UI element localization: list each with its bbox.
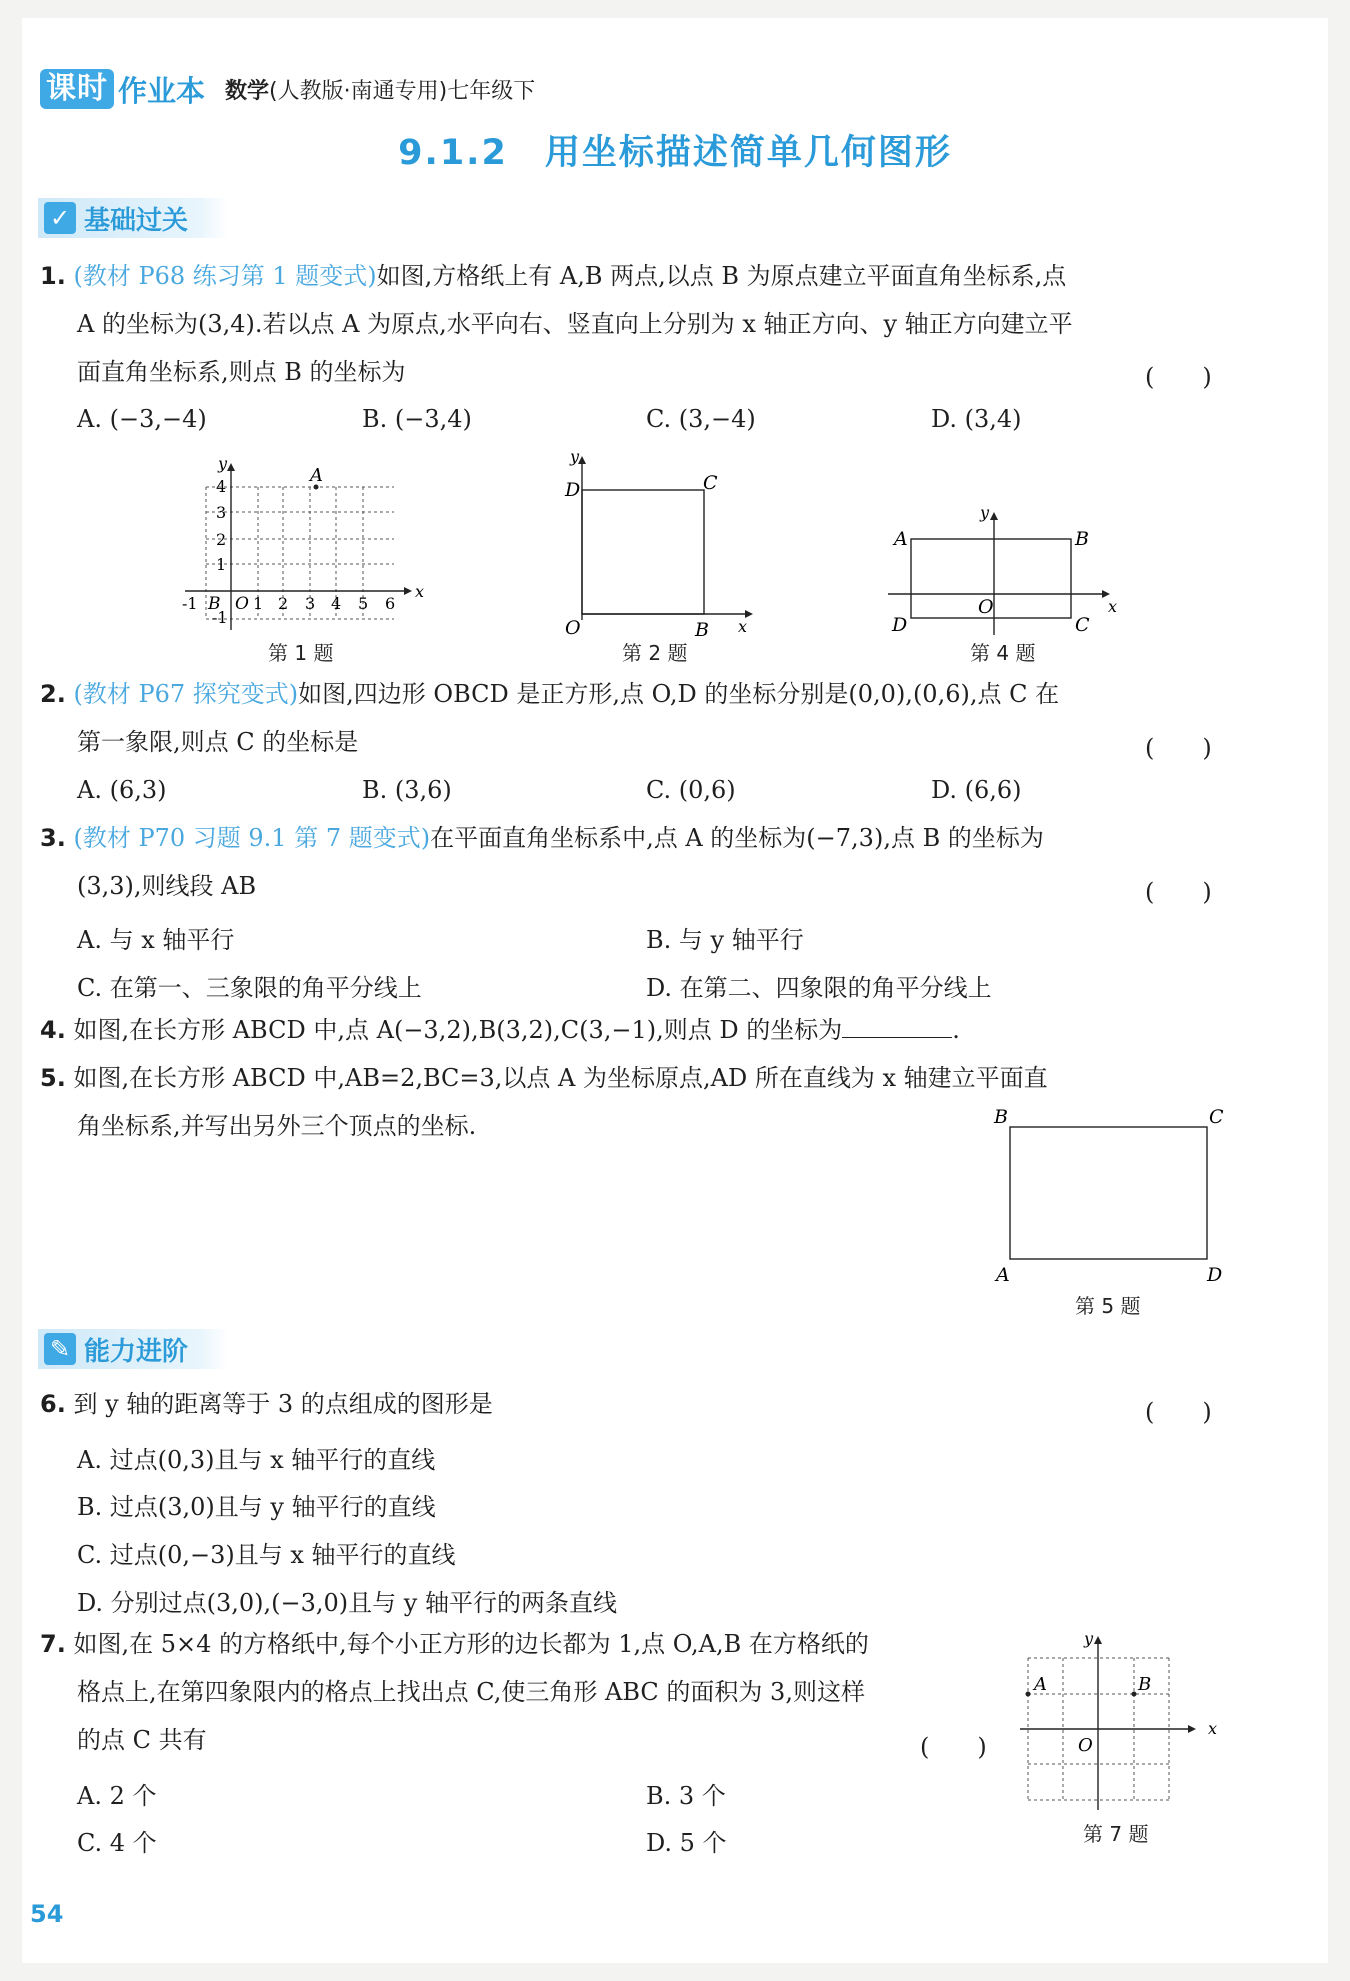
fig1-point-a: A — [310, 465, 323, 486]
fig1-ytick: 1 — [216, 555, 227, 574]
q7-option-a[interactable]: A. 2 个 — [77, 1782, 157, 1810]
q2-option-c[interactable]: C. (0,6) — [646, 776, 736, 804]
svg-text:y: y — [570, 450, 580, 466]
svg-text:x: x — [738, 617, 748, 636]
fig4-point-b: B — [1075, 528, 1089, 550]
fig1-point-b: B — [208, 594, 221, 614]
question-3: 3. (教材 P70 习题 9.1 第 7 题变式)在平面直角坐标系中,点 A 的坐标为(−7,3),点 B 的坐标为 (3,3),则线段 AB — [40, 824, 1044, 900]
q6-option-c[interactable]: C. 过点(0,−3)且与 x 轴平行的直线 — [77, 1541, 456, 1569]
brand-logo-box: 课时 — [40, 69, 114, 109]
q3-option-d[interactable]: D. 在第二、四象限的角平分线上 — [646, 974, 992, 1002]
question-2: 2. (教材 P67 探究变式)如图,四边形 OBCD 是正方形,点 O,D 的坐标分别是(0,0),(0,6),点 C 在 第一象限,则点 C 的坐标是 — [40, 680, 1060, 756]
q2-option-a[interactable]: A. (6,3) — [77, 776, 167, 804]
figure-4 — [880, 500, 1130, 640]
fig4-point-c: C — [1075, 614, 1090, 636]
fig1-ytick: 2 — [216, 530, 227, 549]
fig7-point-a: A — [1034, 1674, 1047, 1695]
fig2-point-b: B — [695, 619, 709, 640]
fig1-x-label: x — [415, 582, 425, 601]
fig4-point-a: A — [894, 528, 908, 550]
question-5: 5. 如图,在长方形 ABCD 中,AB=2,BC=3,以点 A 为坐标原点,AD 所在直线为 x 轴建立平面直 角坐标系,并写出另外三个顶点的坐标. — [40, 1064, 1048, 1140]
answer-blank-4[interactable] — [842, 1015, 952, 1038]
svg-text:y: y — [1084, 1630, 1094, 1648]
section-basic: ✓ 基础过关 — [38, 197, 228, 239]
svg-text:x: x — [1108, 597, 1118, 616]
fig4-point-d: D — [892, 614, 908, 636]
fig7-origin: O — [1078, 1735, 1093, 1756]
fig4-origin: O — [978, 596, 994, 618]
caption-fig4: 第 4 题 — [970, 641, 1036, 665]
fig7-point-b: B — [1138, 1674, 1152, 1695]
fig1-xtick: 2 — [278, 594, 289, 613]
caption-fig1: 第 1 题 — [268, 641, 334, 665]
brand-logo-text: 作业本 — [118, 73, 206, 108]
fig5-point-d: D — [1207, 1264, 1223, 1285]
q3-option-b[interactable]: B. 与 y 轴平行 — [646, 926, 804, 954]
fig5-point-c: C — [1209, 1106, 1224, 1128]
fig1-xtick: 3 — [305, 594, 316, 613]
fig1-ytick: -1 — [212, 608, 228, 627]
fig2-origin: O — [565, 617, 581, 639]
fig1-xtick: 1 — [253, 594, 264, 613]
fig1-xtick: 6 — [385, 594, 396, 613]
svg-text:x: x — [1208, 1719, 1218, 1738]
page-title: 9.1.2 用坐标描述简单几何图形 — [398, 133, 952, 173]
answer-paren-2[interactable]: ( ) — [1145, 734, 1212, 762]
answer-paren-3[interactable]: ( ) — [1145, 878, 1212, 906]
q1-option-d[interactable]: D. (3,4) — [931, 405, 1022, 433]
caption-fig5: 第 5 题 — [1075, 1294, 1141, 1318]
answer-paren-6[interactable]: ( ) — [1145, 1398, 1212, 1426]
q7-option-c[interactable]: C. 4 个 — [77, 1829, 157, 1857]
q6-option-d[interactable]: D. 分别过点(3,0),(−3,0)且与 y 轴平行的两条直线 — [77, 1589, 617, 1617]
page-number: 54 — [30, 1900, 64, 1928]
caption-fig7: 第 7 题 — [1083, 1822, 1149, 1846]
book-subject: 数学(人教版·南通专用)七年级下 — [225, 78, 536, 104]
fig1-ytick: 3 — [216, 503, 227, 522]
section-advanced: ✎ 能力进阶 — [38, 1328, 228, 1370]
fig2-point-c: C — [703, 472, 718, 494]
answer-paren-1[interactable]: ( ) — [1145, 363, 1212, 391]
caption-fig2: 第 2 题 — [622, 641, 688, 665]
q7-option-d[interactable]: D. 5 个 — [646, 1829, 727, 1857]
question-6: 6. 到 y 轴的距离等于 3 的点组成的图形是 — [40, 1390, 493, 1418]
q2-option-b[interactable]: B. (3,6) — [362, 776, 452, 804]
q7-option-b[interactable]: B. 3 个 — [646, 1782, 726, 1810]
fig1-origin: O — [235, 594, 249, 614]
header — [40, 68, 535, 110]
check-icon: ✓ — [44, 202, 76, 234]
q1-option-a[interactable]: A. (−3,−4) — [77, 405, 207, 433]
fig2-point-d: D — [565, 479, 581, 501]
fig1-xtick: 5 — [358, 594, 369, 613]
svg-text:y: y — [980, 503, 990, 522]
fig1-y-label: y — [218, 455, 228, 473]
q1-option-b[interactable]: B. (−3,4) — [362, 405, 472, 433]
figure-2 — [555, 450, 765, 640]
q3-option-c[interactable]: C. 在第一、三象限的角平分线上 — [77, 974, 422, 1002]
question-4: 4. 如图,在长方形 ABCD 中,点 A(−3,2),B(3,2),C(3,−1),则点 D 的坐标为 . — [40, 1016, 960, 1044]
q1-option-c[interactable]: C. (3,−4) — [646, 405, 756, 433]
edit-icon: ✎ — [44, 1333, 76, 1365]
figure-5 — [990, 1105, 1235, 1285]
fig5-point-a: A — [996, 1264, 1010, 1285]
fig1-xtick: -1 — [182, 594, 198, 613]
q6-option-b[interactable]: B. 过点(3,0)且与 y 轴平行的直线 — [77, 1493, 436, 1521]
question-1: 1. (教材 P68 练习第 1 题变式)如图,方格纸上有 A,B 两点,以点 B 为原点建立平面直角坐标系,点 A 的坐标为(3,4).若以点 A 为原点,水平向右、竖直向上分别为 x 轴正方向、y 轴正方向建立平 面直角坐标系,则点 B 的坐标为 — [40, 262, 1073, 386]
q2-option-d[interactable]: D. (6,6) — [931, 776, 1022, 804]
answer-paren-7[interactable]: ( ) — [920, 1733, 987, 1761]
fig5-point-b: B — [994, 1106, 1008, 1128]
fig1-xtick: 4 — [331, 594, 342, 613]
fig1-ytick: 4 — [216, 477, 227, 496]
q6-option-a[interactable]: A. 过点(0,3)且与 x 轴平行的直线 — [77, 1446, 436, 1474]
question-7: 7. 如图,在 5×4 的方格纸中,每个小正方形的边长都为 1,点 O,A,B 在方格纸的 格点上,在第四象限内的格点上找出点 C,使三角形 ABC 的面积为 3,则这样 的点 C 共有 — [40, 1630, 869, 1754]
figure-7 — [1020, 1630, 1240, 1820]
q3-option-a[interactable]: A. 与 x 轴平行 — [77, 926, 235, 954]
figure-1 — [180, 455, 440, 635]
